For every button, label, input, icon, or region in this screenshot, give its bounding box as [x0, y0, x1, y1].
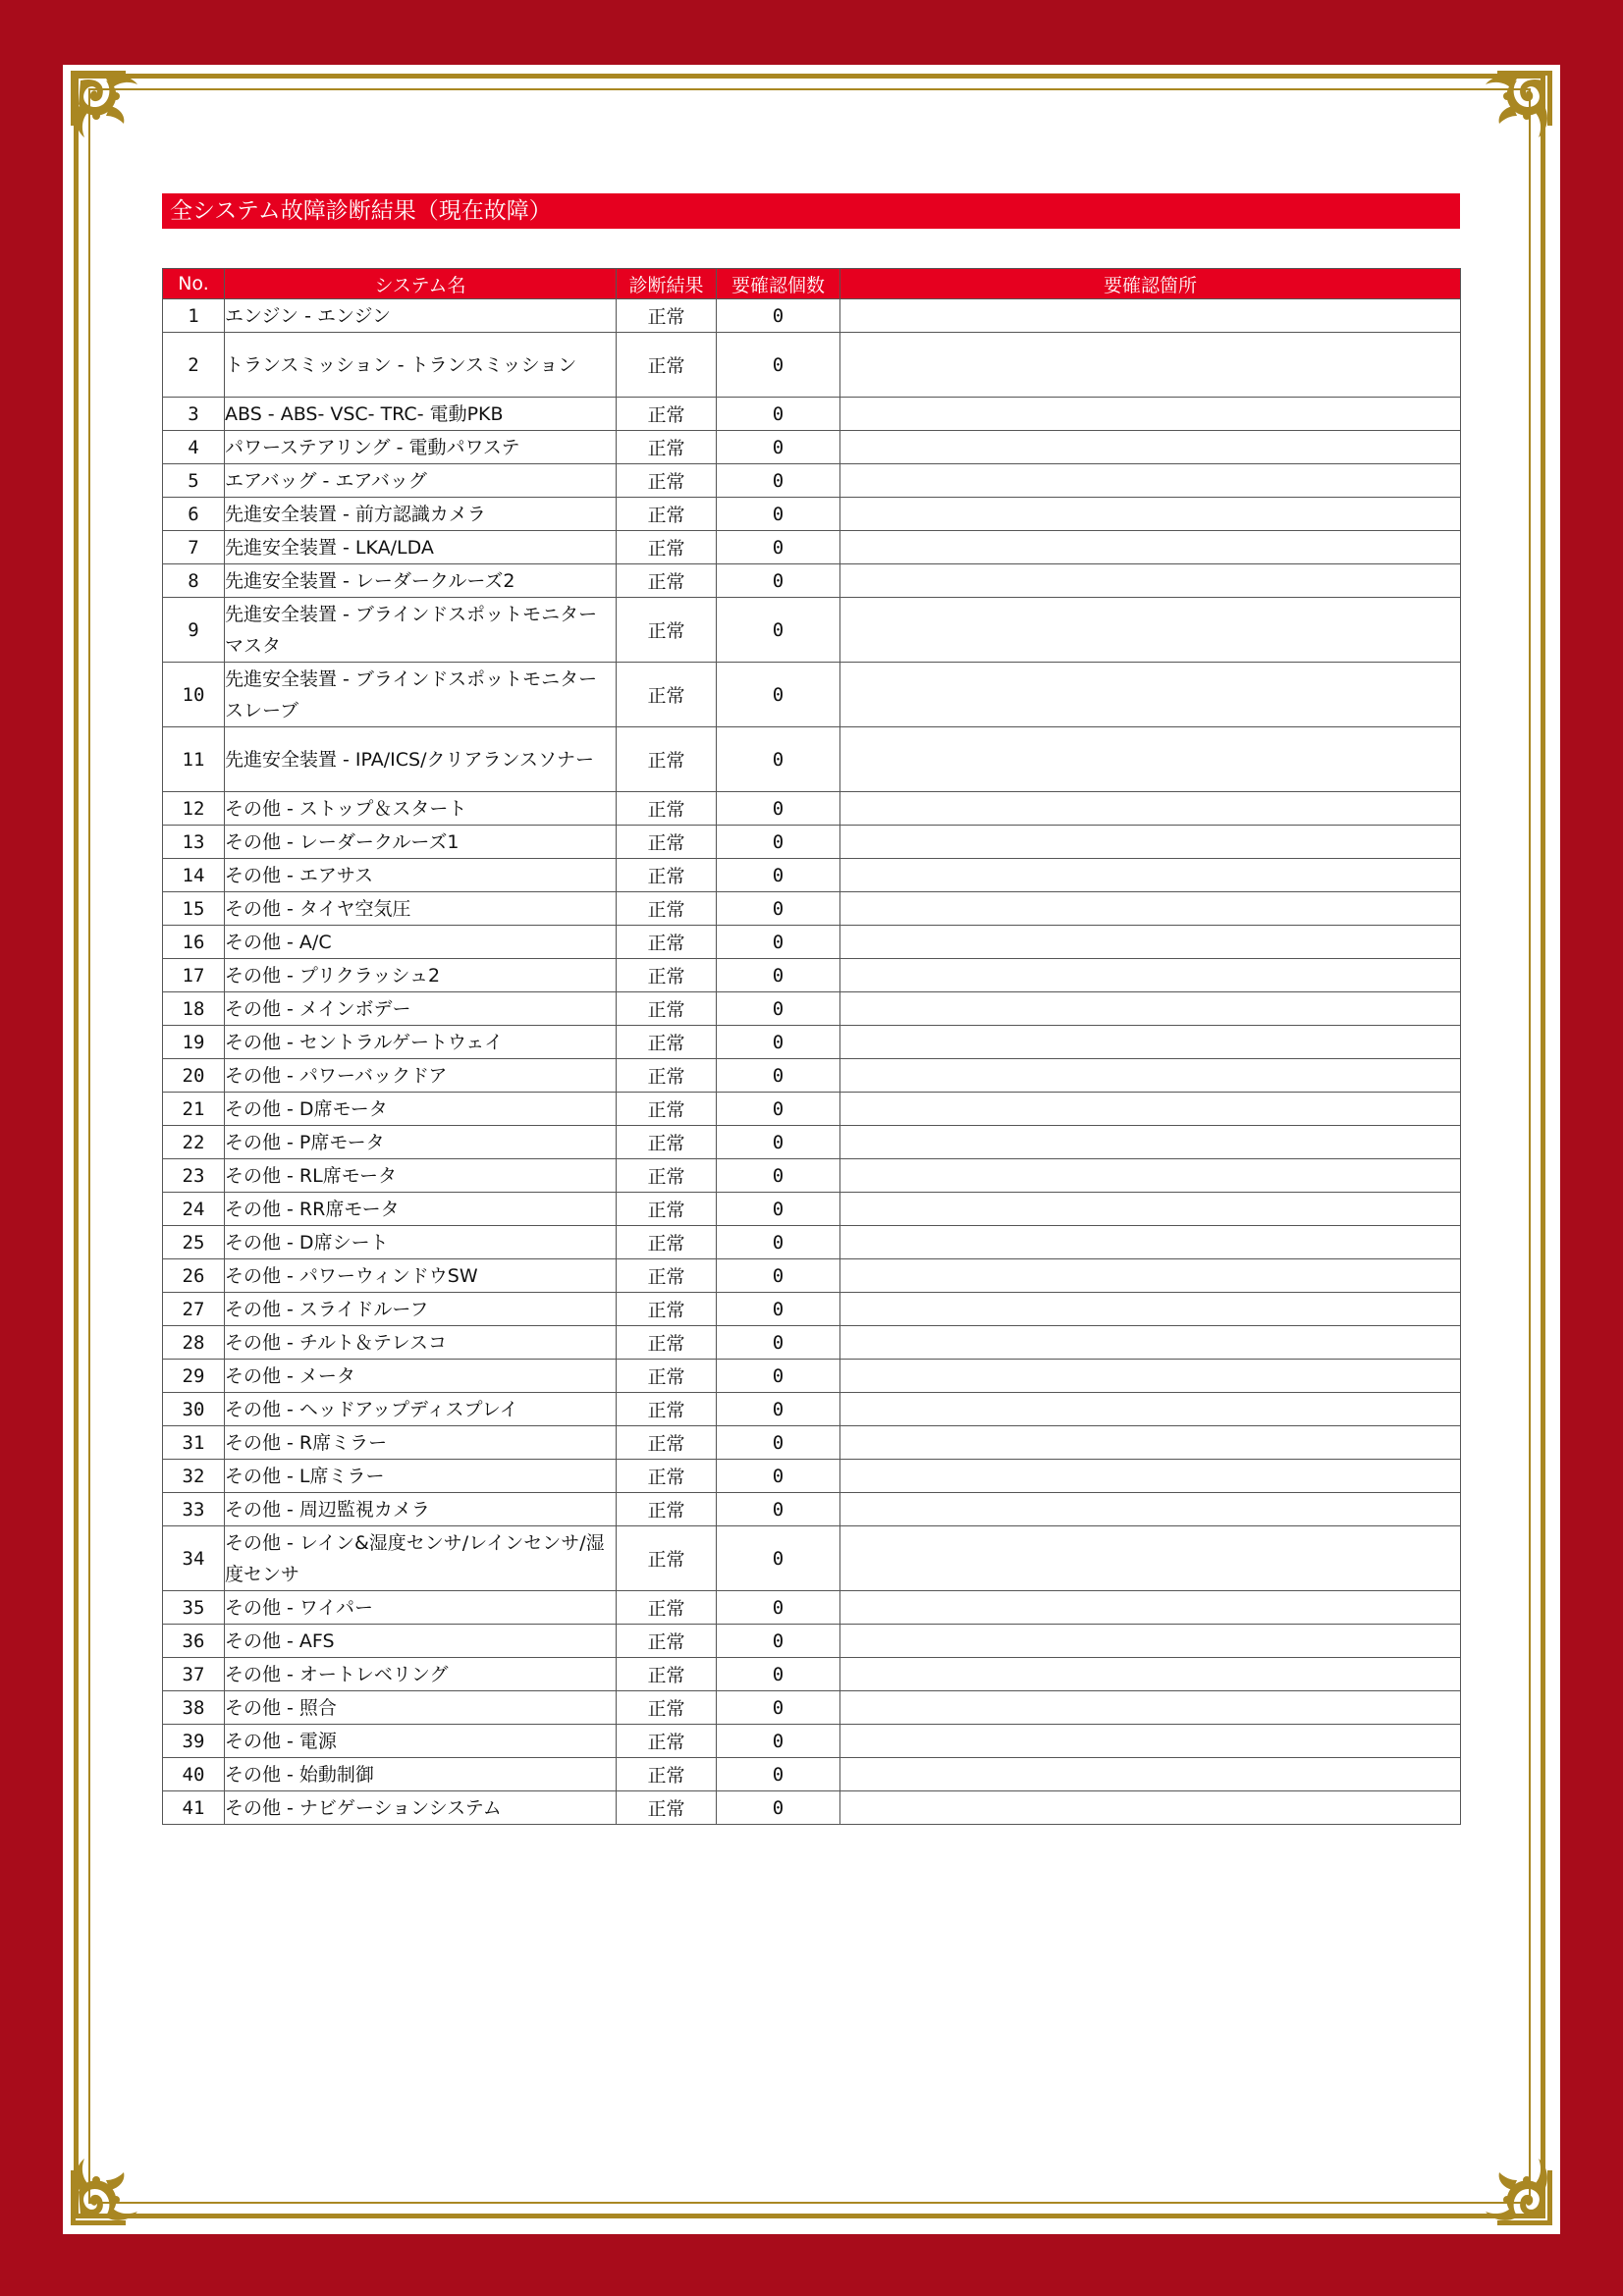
table-row	[163, 398, 1461, 431]
cell-system-name: その他 - A/C	[225, 926, 617, 959]
cell-result: 正常	[617, 1293, 717, 1326]
cell-system-name: その他 - レーダークルーズ1	[225, 826, 617, 859]
document-title: 全システム故障診断結果（現在故障）	[162, 193, 1460, 229]
cell-count: 0	[717, 1658, 840, 1691]
cell-count: 0	[717, 431, 840, 464]
cell-location	[840, 398, 1461, 431]
cell-location	[840, 1725, 1461, 1758]
cell-location	[840, 926, 1461, 959]
diagnosis-table	[162, 268, 1461, 1825]
cell-location	[840, 1758, 1461, 1791]
cell-count: 0	[717, 333, 840, 398]
cell-no: 18	[163, 992, 225, 1026]
cell-location	[840, 1360, 1461, 1393]
cell-count: 0	[717, 1193, 840, 1226]
table-row	[163, 1658, 1461, 1691]
cell-system-name: 先進安全装置 - IPA/ICS/クリアランスソナー	[225, 727, 617, 792]
cell-no: 8	[163, 564, 225, 598]
cell-system-name: その他 - レイン&湿度センサ/レインセンサ/湿度センサ	[225, 1526, 617, 1591]
cell-count: 0	[717, 1226, 840, 1259]
cell-count: 0	[717, 663, 840, 727]
cell-result: 正常	[617, 1658, 717, 1691]
cell-location	[840, 1093, 1461, 1126]
cell-no: 20	[163, 1059, 225, 1093]
cell-location	[840, 1526, 1461, 1591]
cell-no: 1	[163, 299, 225, 333]
table-row	[163, 1193, 1461, 1226]
cell-location	[840, 1226, 1461, 1259]
cell-no: 6	[163, 498, 225, 531]
ornament-corner-icon	[1458, 2131, 1556, 2229]
cell-no: 25	[163, 1226, 225, 1259]
cell-location	[840, 464, 1461, 498]
cell-count: 0	[717, 531, 840, 564]
table-row	[163, 464, 1461, 498]
cell-system-name: その他 - L席ミラー	[225, 1460, 617, 1493]
cell-system-name: 先進安全装置 - ブラインドスポットモニター マスタ	[225, 598, 617, 663]
cell-system-name: その他 - 照合	[225, 1691, 617, 1725]
cell-count: 0	[717, 1026, 840, 1059]
cell-result: 正常	[617, 792, 717, 826]
cell-result: 正常	[617, 663, 717, 727]
cell-count: 0	[717, 299, 840, 333]
ornament-corner-icon	[67, 67, 165, 165]
cell-result: 正常	[617, 1691, 717, 1725]
cell-count: 0	[717, 1526, 840, 1591]
table-body	[163, 299, 1461, 1825]
table-row	[163, 663, 1461, 727]
cell-no: 39	[163, 1725, 225, 1758]
cell-no: 27	[163, 1293, 225, 1326]
cell-location	[840, 1326, 1461, 1360]
cell-count: 0	[717, 1093, 840, 1126]
cell-location	[840, 564, 1461, 598]
cell-count: 0	[717, 1159, 840, 1193]
table-row	[163, 992, 1461, 1026]
cell-location	[840, 1126, 1461, 1159]
table-row	[163, 1059, 1461, 1093]
cell-system-name: ABS - ABS- VSC- TRC- 電動PKB	[225, 398, 617, 431]
cell-no: 21	[163, 1093, 225, 1126]
cell-system-name: その他 - スライドルーフ	[225, 1293, 617, 1326]
cell-result: 正常	[617, 564, 717, 598]
cell-result: 正常	[617, 431, 717, 464]
table-row	[163, 1293, 1461, 1326]
cell-system-name: その他 - AFS	[225, 1625, 617, 1658]
cell-count: 0	[717, 926, 840, 959]
cell-count: 0	[717, 1360, 840, 1393]
cell-location	[840, 1293, 1461, 1326]
cell-result: 正常	[617, 959, 717, 992]
cell-count: 0	[717, 564, 840, 598]
table-row	[163, 1393, 1461, 1426]
cell-location	[840, 431, 1461, 464]
cell-count: 0	[717, 1591, 840, 1625]
cell-result: 正常	[617, 498, 717, 531]
cell-count: 0	[717, 892, 840, 926]
cell-location	[840, 498, 1461, 531]
header-location: 要確認箇所	[840, 269, 1461, 299]
table-row	[163, 727, 1461, 792]
cell-count: 0	[717, 1393, 840, 1426]
cell-no: 28	[163, 1326, 225, 1360]
cell-location	[840, 1460, 1461, 1493]
cell-result: 正常	[617, 1526, 717, 1591]
cell-count: 0	[717, 1625, 840, 1658]
cell-result: 正常	[617, 926, 717, 959]
table-row	[163, 826, 1461, 859]
cell-no: 14	[163, 859, 225, 892]
header-result: 診断結果	[617, 269, 717, 299]
cell-system-name: その他 - ヘッドアップディスプレイ	[225, 1393, 617, 1426]
cell-result: 正常	[617, 1259, 717, 1293]
cell-location	[840, 1625, 1461, 1658]
table-row	[163, 1026, 1461, 1059]
cell-no: 37	[163, 1658, 225, 1691]
cell-system-name: 先進安全装置 - レーダークルーズ2	[225, 564, 617, 598]
cell-system-name: パワーステアリング - 電動パワステ	[225, 431, 617, 464]
cell-result: 正常	[617, 1758, 717, 1791]
cell-system-name: その他 - メインボデー	[225, 992, 617, 1026]
table-row	[163, 1093, 1461, 1126]
table-row	[163, 1791, 1461, 1825]
cell-location	[840, 1026, 1461, 1059]
table-row	[163, 1326, 1461, 1360]
table-row	[163, 1226, 1461, 1259]
cell-no: 2	[163, 333, 225, 398]
cell-count: 0	[717, 727, 840, 792]
cell-system-name: その他 - セントラルゲートウェイ	[225, 1026, 617, 1059]
cell-no: 15	[163, 892, 225, 926]
cell-no: 22	[163, 1126, 225, 1159]
table-row	[163, 299, 1461, 333]
cell-result: 正常	[617, 1226, 717, 1259]
cell-no: 30	[163, 1393, 225, 1426]
cell-system-name: その他 - D席シート	[225, 1226, 617, 1259]
cell-no: 38	[163, 1691, 225, 1725]
table-row	[163, 859, 1461, 892]
table-row	[163, 531, 1461, 564]
cell-result: 正常	[617, 1326, 717, 1360]
cell-location	[840, 1059, 1461, 1093]
table-row	[163, 498, 1461, 531]
cell-location	[840, 1493, 1461, 1526]
cell-system-name: その他 - チルト＆テレスコ	[225, 1326, 617, 1360]
cell-no: 31	[163, 1426, 225, 1460]
cell-no: 35	[163, 1591, 225, 1625]
cell-count: 0	[717, 959, 840, 992]
cell-no: 5	[163, 464, 225, 498]
cell-location	[840, 531, 1461, 564]
cell-system-name: その他 - タイヤ空気圧	[225, 892, 617, 926]
table-row	[163, 1493, 1461, 1526]
cell-system-name: その他 - 始動制御	[225, 1758, 617, 1791]
cell-location	[840, 1193, 1461, 1226]
cell-system-name: その他 - 周辺監視カメラ	[225, 1493, 617, 1526]
cell-result: 正常	[617, 464, 717, 498]
cell-location	[840, 892, 1461, 926]
cell-count: 0	[717, 826, 840, 859]
cell-result: 正常	[617, 1393, 717, 1426]
cell-location	[840, 1159, 1461, 1193]
cell-no: 40	[163, 1758, 225, 1791]
table-row	[163, 564, 1461, 598]
cell-no: 41	[163, 1791, 225, 1825]
cell-system-name: トランスミッション - トランスミッション	[225, 333, 617, 398]
table-row	[163, 598, 1461, 663]
cell-result: 正常	[617, 1493, 717, 1526]
ornament-corner-icon	[67, 2131, 165, 2229]
cell-no: 29	[163, 1360, 225, 1393]
cell-result: 正常	[617, 1725, 717, 1758]
cell-result: 正常	[617, 1625, 717, 1658]
cell-result: 正常	[617, 826, 717, 859]
table-row	[163, 1758, 1461, 1791]
cell-result: 正常	[617, 333, 717, 398]
cell-system-name: その他 - RR席モータ	[225, 1193, 617, 1226]
header-no: No.	[163, 269, 225, 299]
cell-location	[840, 663, 1461, 727]
cell-count: 0	[717, 992, 840, 1026]
cell-location	[840, 727, 1461, 792]
cell-result: 正常	[617, 1026, 717, 1059]
cell-location	[840, 1591, 1461, 1625]
cell-count: 0	[717, 1725, 840, 1758]
cell-no: 11	[163, 727, 225, 792]
cell-location	[840, 1393, 1461, 1426]
cell-count: 0	[717, 1493, 840, 1526]
cell-system-name: その他 - R席ミラー	[225, 1426, 617, 1460]
cell-no: 7	[163, 531, 225, 564]
cell-system-name: その他 - ストップ＆スタート	[225, 792, 617, 826]
cell-result: 正常	[617, 598, 717, 663]
table-row	[163, 959, 1461, 992]
cell-result: 正常	[617, 299, 717, 333]
table-row	[163, 1126, 1461, 1159]
cell-location	[840, 1791, 1461, 1825]
table-row	[163, 792, 1461, 826]
cell-location	[840, 1658, 1461, 1691]
cell-system-name: エアバッグ - エアバッグ	[225, 464, 617, 498]
cell-no: 12	[163, 792, 225, 826]
cell-no: 32	[163, 1460, 225, 1493]
cell-location	[840, 826, 1461, 859]
cell-no: 34	[163, 1526, 225, 1591]
cell-result: 正常	[617, 531, 717, 564]
table-row	[163, 333, 1461, 398]
cell-system-name: その他 - メータ	[225, 1360, 617, 1393]
table-row	[163, 1526, 1461, 1591]
cell-system-name: その他 - プリクラッシュ2	[225, 959, 617, 992]
cell-location	[840, 1691, 1461, 1725]
header-system: システム名	[225, 269, 617, 299]
cell-count: 0	[717, 1126, 840, 1159]
cell-system-name: その他 - パワーバックドア	[225, 1059, 617, 1093]
cell-location	[840, 1259, 1461, 1293]
cell-result: 正常	[617, 1426, 717, 1460]
cell-count: 0	[717, 1460, 840, 1493]
cell-location	[840, 992, 1461, 1026]
cell-result: 正常	[617, 892, 717, 926]
cell-count: 0	[717, 498, 840, 531]
cell-system-name: その他 - エアサス	[225, 859, 617, 892]
cell-system-name: その他 - パワーウィンドウSW	[225, 1259, 617, 1293]
cell-no: 23	[163, 1159, 225, 1193]
cell-result: 正常	[617, 1193, 717, 1226]
cell-no: 36	[163, 1625, 225, 1658]
cell-result: 正常	[617, 1093, 717, 1126]
table-row	[163, 926, 1461, 959]
cell-result: 正常	[617, 1591, 717, 1625]
cell-count: 0	[717, 1426, 840, 1460]
cell-no: 26	[163, 1259, 225, 1293]
table-row	[163, 892, 1461, 926]
table-row	[163, 1725, 1461, 1758]
cell-result: 正常	[617, 1791, 717, 1825]
cell-no: 4	[163, 431, 225, 464]
cell-count: 0	[717, 859, 840, 892]
table-row	[163, 1460, 1461, 1493]
ornament-corner-icon	[1458, 67, 1556, 165]
table-row	[163, 431, 1461, 464]
cell-no: 3	[163, 398, 225, 431]
table-row	[163, 1591, 1461, 1625]
cell-system-name: 先進安全装置 - ブラインドスポットモニター スレーブ	[225, 663, 617, 727]
cell-result: 正常	[617, 398, 717, 431]
cell-result: 正常	[617, 859, 717, 892]
cell-result: 正常	[617, 1460, 717, 1493]
cell-system-name: その他 - 電源	[225, 1725, 617, 1758]
cell-result: 正常	[617, 1360, 717, 1393]
table-row	[163, 1259, 1461, 1293]
table-row	[163, 1360, 1461, 1393]
cell-system-name: その他 - オートレベリング	[225, 1658, 617, 1691]
table-row	[163, 1426, 1461, 1460]
cell-count: 0	[717, 1691, 840, 1725]
cell-no: 13	[163, 826, 225, 859]
cell-count: 0	[717, 1059, 840, 1093]
cell-location	[840, 598, 1461, 663]
cell-no: 16	[163, 926, 225, 959]
cell-system-name: 先進安全装置 - 前方認識カメラ	[225, 498, 617, 531]
cell-system-name: その他 - ナビゲーションシステム	[225, 1791, 617, 1825]
cell-result: 正常	[617, 727, 717, 792]
cell-count: 0	[717, 1758, 840, 1791]
cell-count: 0	[717, 1791, 840, 1825]
cell-system-name: その他 - D席モータ	[225, 1093, 617, 1126]
cell-location	[840, 859, 1461, 892]
cell-count: 0	[717, 398, 840, 431]
cell-result: 正常	[617, 1159, 717, 1193]
header-count: 要確認個数	[717, 269, 840, 299]
table-header-row	[163, 269, 1461, 299]
cell-no: 9	[163, 598, 225, 663]
cell-location	[840, 333, 1461, 398]
cell-location	[840, 959, 1461, 992]
cell-no: 10	[163, 663, 225, 727]
cell-system-name: その他 - RL席モータ	[225, 1159, 617, 1193]
cell-result: 正常	[617, 1059, 717, 1093]
cell-location	[840, 1426, 1461, 1460]
cell-system-name: エンジン - エンジン	[225, 299, 617, 333]
cell-count: 0	[717, 1326, 840, 1360]
table-row	[163, 1159, 1461, 1193]
cell-count: 0	[717, 792, 840, 826]
cell-count: 0	[717, 464, 840, 498]
table-row	[163, 1691, 1461, 1725]
cell-no: 19	[163, 1026, 225, 1059]
cell-count: 0	[717, 598, 840, 663]
cell-no: 17	[163, 959, 225, 992]
cell-system-name: 先進安全装置 - LKA/LDA	[225, 531, 617, 564]
cell-no: 24	[163, 1193, 225, 1226]
table-row	[163, 1625, 1461, 1658]
cell-result: 正常	[617, 992, 717, 1026]
cell-count: 0	[717, 1259, 840, 1293]
cell-count: 0	[717, 1293, 840, 1326]
cell-location	[840, 792, 1461, 826]
cell-system-name: その他 - ワイパー	[225, 1591, 617, 1625]
cell-system-name: その他 - P席モータ	[225, 1126, 617, 1159]
cell-no: 33	[163, 1493, 225, 1526]
cell-result: 正常	[617, 1126, 717, 1159]
cell-location	[840, 299, 1461, 333]
